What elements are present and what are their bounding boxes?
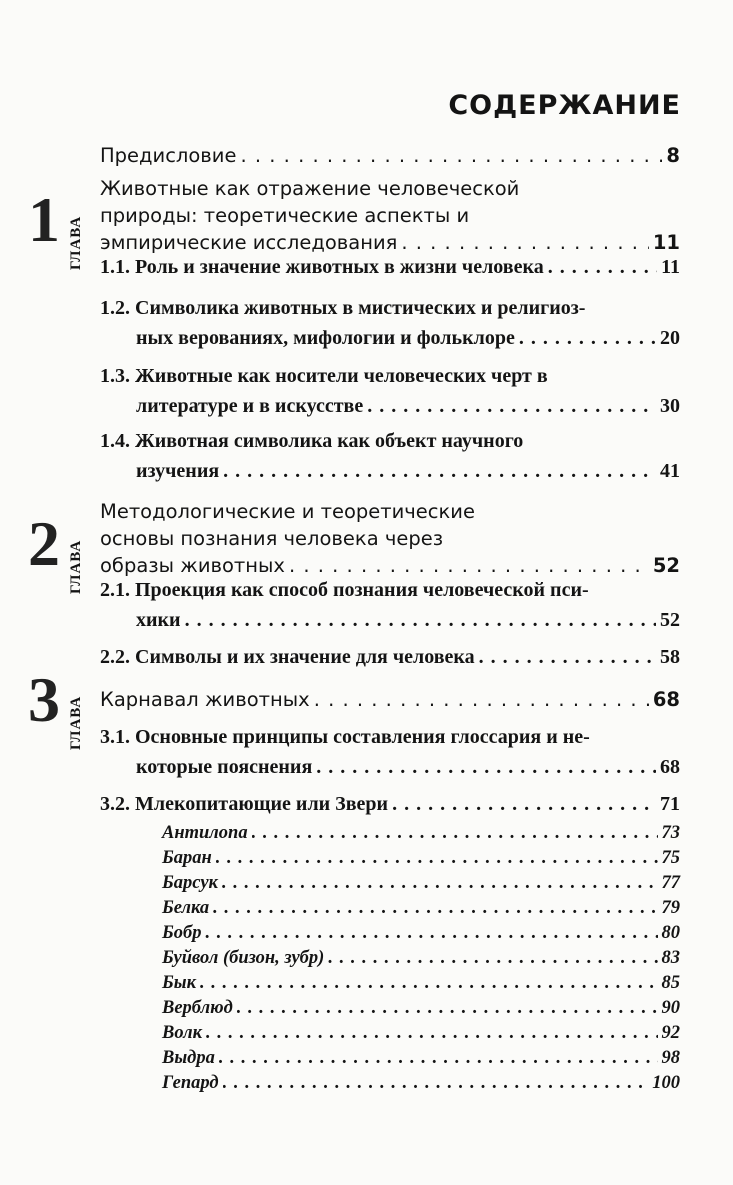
dot-leader	[316, 756, 656, 779]
dot-leader	[223, 460, 656, 483]
entry-text: изучения	[136, 460, 220, 482]
entry-text: которые пояснения	[136, 756, 313, 778]
entry-text: хики	[136, 609, 181, 631]
page-number: 98	[661, 1048, 680, 1068]
entry-text: 2.2. Символы и их значение для человека	[100, 646, 475, 668]
page-number: 90	[661, 998, 680, 1018]
page-number: 20	[660, 327, 680, 349]
toc-entry-1-3[interactable]	[100, 365, 680, 425]
toc-entry-1-1[interactable]	[100, 256, 680, 286]
toc-entry-preface[interactable]	[100, 144, 680, 171]
chapter-word: ГЛАВА	[68, 539, 84, 594]
page-title: СОДЕРЖАНИЕ	[448, 90, 681, 121]
entry-text: образы животных	[100, 554, 285, 577]
dot-leader	[401, 231, 649, 254]
animal-entry[interactable]	[100, 1023, 680, 1048]
page-number: 11	[652, 231, 680, 254]
dot-leader	[252, 823, 658, 844]
entry-text: 3.1. Основные принципы составления глоссария и не-	[100, 726, 590, 748]
dot-leader	[392, 793, 656, 816]
page-number: 8	[666, 144, 680, 167]
chapter-number: 2	[28, 508, 60, 579]
dot-leader	[289, 554, 649, 577]
animal-entry[interactable]	[100, 948, 680, 973]
entry-text: Бык	[162, 973, 196, 993]
entry-text: ных верованиях, мифологии и фольклоре	[136, 327, 515, 349]
entry-text: Выдра	[162, 1048, 215, 1068]
animal-entry[interactable]	[100, 898, 680, 923]
dot-leader	[223, 1073, 649, 1094]
animal-entry[interactable]	[100, 973, 680, 998]
entry-text: Белка	[162, 898, 210, 918]
entry-text: литературе и в искусстве	[136, 395, 364, 417]
entry-text: 1.1. Роль и значение животных в жизни человека	[100, 256, 544, 278]
entry-text: 1.2. Символика животных в мистических и религиоз-	[100, 297, 586, 319]
entry-text: 1.3. Животные как носители человеческих черт в	[100, 365, 548, 387]
entry-text: Бобр	[162, 923, 202, 943]
chapter-2-marker	[28, 508, 90, 622]
toc-entry-3-2[interactable]	[100, 793, 680, 823]
dot-leader	[213, 898, 657, 919]
dot-leader	[216, 848, 658, 869]
page-number: 52	[652, 554, 680, 577]
chapter-number: 1	[28, 184, 60, 255]
dot-leader	[237, 998, 658, 1019]
toc-entry-3-1[interactable]	[100, 726, 680, 786]
entry-text: Гепард	[162, 1073, 219, 1093]
animal-entry[interactable]	[100, 998, 680, 1023]
toc-entry-chapter-2[interactable]	[100, 500, 680, 581]
dot-leader	[314, 688, 649, 711]
dot-leader	[240, 144, 662, 167]
page-number: 11	[661, 256, 680, 278]
chapter-number: 3	[28, 664, 60, 735]
page-number: 92	[661, 1023, 680, 1043]
page-number: 73	[661, 823, 680, 843]
dot-leader	[219, 1048, 658, 1069]
toc-entry-chapter-1[interactable]	[100, 177, 680, 258]
dot-leader	[222, 873, 658, 894]
entry-text: Предисловие	[100, 144, 237, 167]
toc-entry-1-2[interactable]	[100, 297, 680, 357]
animal-entry[interactable]	[100, 823, 680, 848]
entry-text: Верблюд	[162, 998, 233, 1018]
page-number: 52	[660, 609, 680, 631]
page-number: 85	[661, 973, 680, 993]
animal-entry[interactable]	[100, 1073, 680, 1098]
entry-text: эмпирические исследования	[100, 231, 398, 254]
entry-text: Буйвол (бизон, зубр)	[162, 948, 325, 968]
dot-leader	[206, 1023, 658, 1044]
dot-leader	[200, 973, 658, 994]
entry-text: Антилопа	[162, 823, 248, 843]
entry-text: природы: теоретические аспекты и	[100, 204, 470, 227]
dot-leader	[185, 609, 656, 632]
animal-list	[100, 823, 680, 1098]
page-number: 83	[661, 948, 680, 968]
page-number: 75	[661, 848, 680, 868]
toc-entry-2-2[interactable]	[100, 646, 680, 676]
dot-leader	[479, 646, 656, 669]
entry-text: Волк	[162, 1023, 202, 1043]
animal-entry[interactable]	[100, 873, 680, 898]
page-number: 79	[661, 898, 680, 918]
chapter-3-marker	[28, 664, 90, 778]
page-number: 41	[660, 460, 680, 482]
dot-leader	[548, 256, 657, 279]
page-number: 68	[652, 688, 680, 711]
chapter-word: ГЛАВА	[68, 215, 84, 270]
entry-text: Карнавал животных	[100, 688, 310, 711]
chapter-word: ГЛАВА	[68, 695, 84, 750]
page-number: 100	[652, 1073, 680, 1093]
entry-text: Методологические и теоретические	[100, 500, 475, 523]
animal-entry[interactable]	[100, 923, 680, 948]
entry-text: 2.1. Проекция как способ познания человеческой пси-	[100, 579, 589, 601]
entry-text: Баран	[162, 848, 212, 868]
entry-text: Животные как отражение человеческой	[100, 177, 520, 200]
page-number: 30	[660, 395, 680, 417]
toc-entry-2-1[interactable]	[100, 579, 680, 639]
dot-leader	[205, 923, 657, 944]
toc-entry-chapter-3[interactable]	[100, 688, 680, 715]
page-number: 71	[660, 793, 680, 815]
dot-leader	[367, 395, 656, 418]
animal-entry[interactable]	[100, 1048, 680, 1073]
dot-leader	[519, 327, 656, 350]
animal-entry[interactable]	[100, 848, 680, 873]
page-number: 77	[661, 873, 680, 893]
toc-entry-1-4[interactable]	[100, 430, 680, 490]
page-number: 68	[660, 756, 680, 778]
entry-text: Барсук	[162, 873, 218, 893]
entry-text: 3.2. Млекопитающие или Звери	[100, 793, 389, 815]
dot-leader	[328, 948, 657, 969]
chapter-1-marker	[28, 184, 90, 298]
entry-text: основы познания человека через	[100, 527, 444, 550]
page-number: 80	[661, 923, 680, 943]
page-number: 58	[660, 646, 680, 668]
entry-text: 1.4. Животная символика как объект научного	[100, 430, 524, 452]
